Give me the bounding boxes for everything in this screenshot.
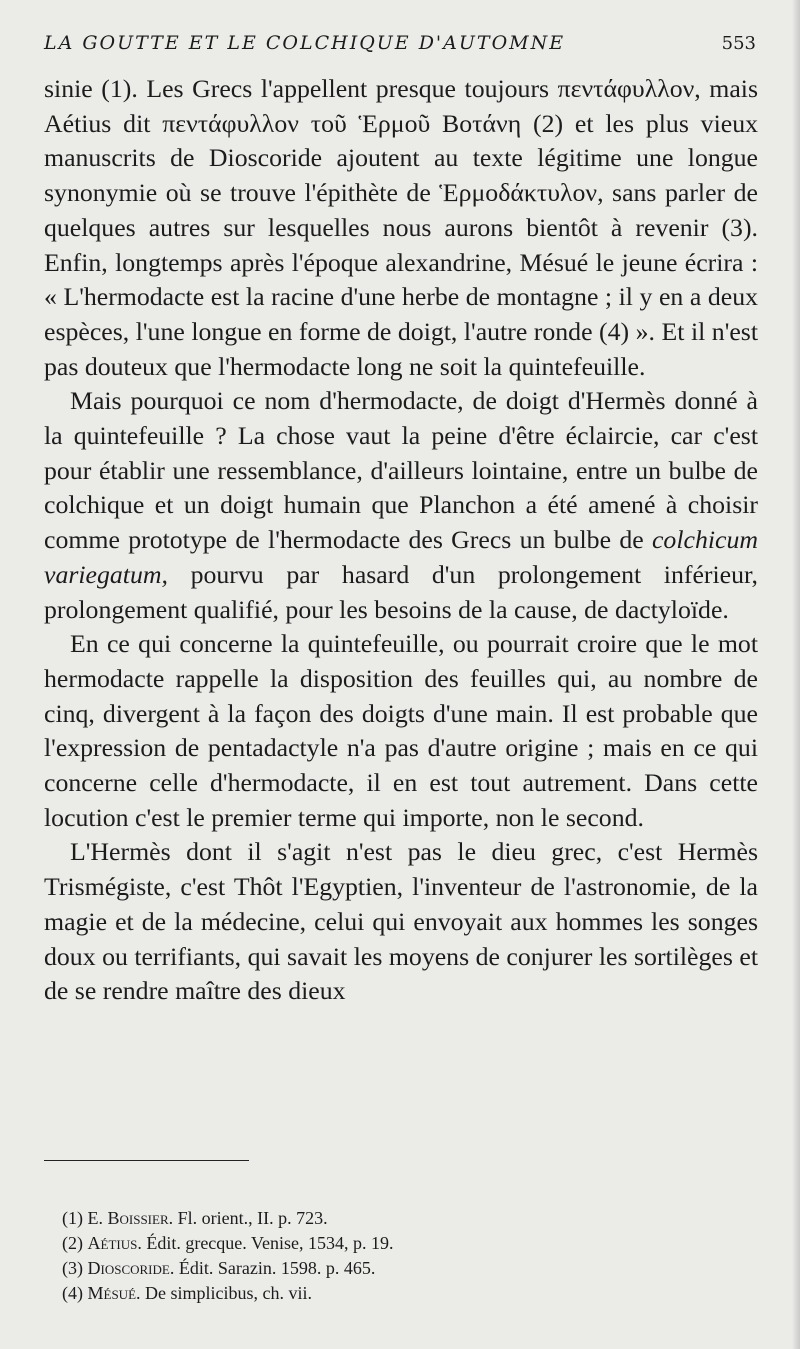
- footnotes: [62, 1206, 756, 1306]
- page-number: 553: [721, 33, 756, 54]
- footnote-author: Aétius.: [87, 1233, 142, 1253]
- paragraph-1: sinie (1). Les Grecs l'appellent presque toujours πεντάφυλλον, mais Aétius dit πεντάφυλλον τοῦ Ἑρμοῦ Βοτάνη (2) et les plus vieux manuscrits de Dioscoride ajoutent au texte légitime une longue synonymie où se trouve l'épithète de Ἑρμοδάκτυλον, sans parler de quelques autres sur lesquelles nous aurons bientôt à revenir (3). Enfin, longtemps après l'époque alexandrine, Mésué le jeune écrira : « L'hermodacte est la racine d'une herbe de montagne ; il y en a deux espèces, l'une longue en forme de doigt, l'autre ronde (4) ». Et il n'est pas douteux que l'hermodacte long ne soit la quintefeuille.: [44, 74, 758, 381]
- footnote-marker: (2): [62, 1233, 83, 1253]
- footnote-marker: (3): [62, 1258, 83, 1278]
- footnote-text: Édit. grecque. Venise, 1534, p. 19.: [146, 1233, 394, 1253]
- paragraph-2-tail: pourvu par hasard d'un prolongement inférieur, prolongement qualifié, pour les besoins de la cause, de dactyloïde.: [44, 559, 759, 624]
- footnote-4: [62, 1281, 756, 1306]
- footnote-1: [62, 1206, 756, 1231]
- footnote-author: E. Boissier.: [87, 1208, 174, 1228]
- scan-edge-shadow: [792, 0, 800, 1349]
- footnote-text: Fl. orient., II. p. 723.: [177, 1208, 328, 1228]
- footnote-text: Édit. Sarazin. 1598. p. 465.: [178, 1258, 376, 1278]
- footnote-text: De simplicibus, ch. vii.: [145, 1283, 312, 1303]
- running-head: [44, 32, 756, 62]
- footnote-author: Dioscoride.: [87, 1258, 175, 1278]
- paragraph-3: En ce qui concerne la quintefeuille, ou pourrait croire que le mot hermodacte rappelle la disposition des feuilles qui, au nombre de cinq, divergent à la façon des doigts d'une main. Il est probable que l'expression de pentadactyle n'a pas d'autre origine ; mais en ce qui concerne celle d'hermodacte, il en est tout autrement. Dans cette locution c'est le premier terme qui importe, non le second.: [44, 629, 758, 832]
- footnote-3: [62, 1256, 756, 1281]
- body-text: [44, 72, 758, 1009]
- running-title: LA GOUTTE ET LE COLCHIQUE D'AUTOMNE: [44, 32, 566, 54]
- footnote-marker: (1): [62, 1208, 83, 1228]
- paragraph-2-text: Mais pourquoi ce nom d'hermodacte, de doigt d'Hermès donné à la quintefeuille ? La chose vaut la peine d'être éclaircie, car c'est pour établir une ressemblance, d'ailleurs lointaine, entre un bulbe de colchique et un doigt humain que Planchon a été amené à choisir comme prototype de l'hermodacte des Grecs un bulbe de: [44, 386, 758, 555]
- footnote-author: Mésué.: [87, 1283, 141, 1303]
- species-name: colchicum variegatum,: [44, 525, 758, 589]
- footnote-separator: [44, 1160, 249, 1161]
- footnote-2: [62, 1231, 756, 1256]
- paragraph-4: L'Hermès dont il s'agit n'est pas le dieu grec, c'est Hermès Trismégiste, c'est Thôt l'Egyptien, l'inventeur de l'astronomie, de la magie et de la médecine, celui qui envoyait aux hommes les songes doux ou terrifiants, qui savait les moyens de conjurer les sortilèges et de se rendre maître des dieux: [44, 837, 758, 1006]
- paragraph-2: [44, 384, 758, 627]
- footnote-marker: (4): [62, 1283, 83, 1303]
